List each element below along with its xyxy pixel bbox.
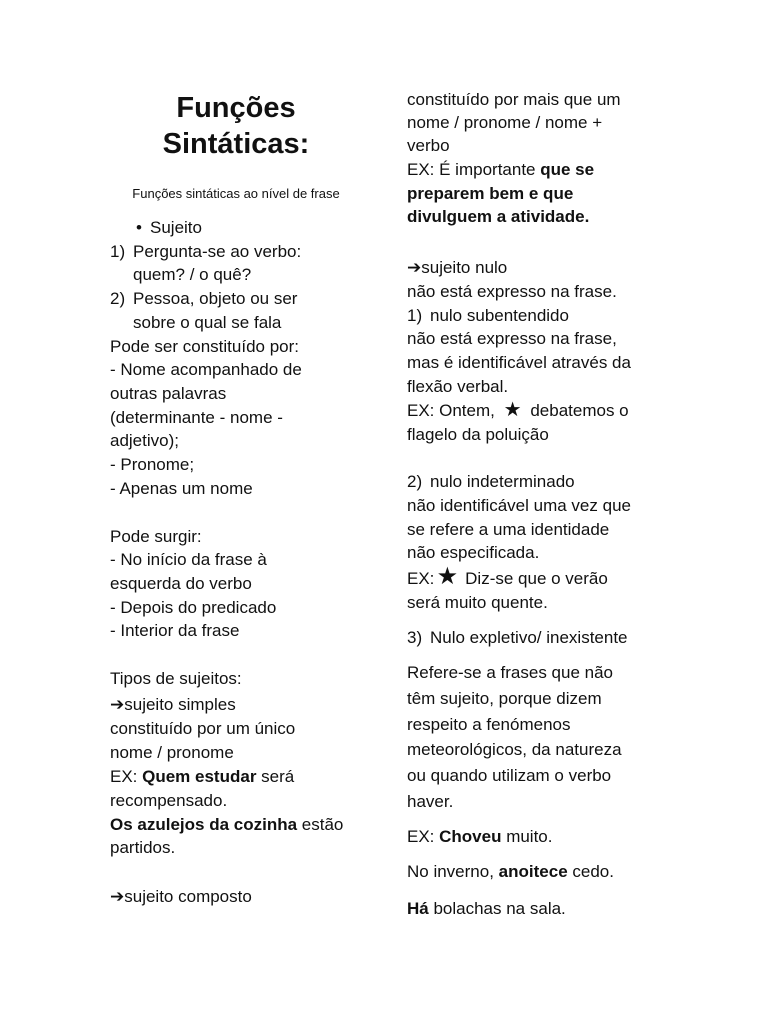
- page-title: [110, 90, 362, 162]
- bold-text: Os azulejos da cozinha: [110, 815, 298, 834]
- text-line: constituído por um único: [110, 719, 296, 738]
- text-line: meteorológicos, da natureza: [407, 740, 622, 759]
- numbered-item-1: [407, 304, 569, 328]
- page-subtitle: Funções sintáticas ao nível de frase: [132, 186, 340, 201]
- bold-text: que se: [540, 160, 595, 179]
- heading-text: sujeito simples: [124, 695, 236, 714]
- bold-line: preparem bem e que: [407, 184, 574, 203]
- bold-text: Há: [407, 899, 429, 918]
- text-line: recompensado.: [110, 791, 228, 810]
- text-line: - Nome acompanhado de: [110, 360, 302, 379]
- numbered-item-1: [110, 240, 301, 264]
- text-line: não está expresso na frase.: [407, 282, 617, 301]
- bold-text: Choveu: [439, 827, 502, 846]
- text: cedo.: [567, 862, 614, 881]
- text: debatemos o: [530, 401, 629, 420]
- text: Diz-se que o verão: [465, 569, 608, 588]
- heading-text: sujeito composto: [124, 887, 252, 906]
- text-line: será muito quente.: [407, 593, 548, 612]
- bullet-sujeito: [128, 216, 202, 240]
- text-line: Tipos de sujeitos:: [110, 669, 242, 688]
- numbered-item-3: [407, 626, 628, 650]
- text: será: [256, 767, 295, 786]
- bold-text: anoitece: [498, 862, 568, 881]
- text-line: ou quando utilizam o verbo: [407, 766, 612, 785]
- text-line: - Apenas um nome: [110, 479, 253, 498]
- text-line: esquerda do verbo: [110, 574, 252, 593]
- arrow-icon: ➔: [110, 887, 125, 906]
- numbered-item-2: [110, 287, 297, 311]
- text-line: outras palavras: [110, 384, 227, 403]
- text-line: não identificável uma vez que: [407, 496, 631, 515]
- text-line: não especificada.: [407, 543, 540, 562]
- bullet-label: Sujeito: [150, 218, 202, 237]
- text: bolachas na sala.: [428, 899, 566, 918]
- item-number: 1): [407, 306, 423, 325]
- text-line: flagelo da poluição: [407, 425, 549, 444]
- item-text: Pergunta-se ao verbo:: [133, 242, 302, 261]
- text: EX:: [110, 767, 143, 786]
- title-line-1: Funções: [176, 92, 296, 124]
- text-line: nome / pronome / nome +: [407, 113, 603, 132]
- item-number: 2): [110, 289, 126, 308]
- title-line-2: Sintáticas:: [162, 128, 310, 160]
- star-icon: ★: [436, 563, 459, 590]
- text-line: verbo: [407, 136, 450, 155]
- star-icon: ★: [503, 399, 522, 421]
- example-line: [407, 897, 566, 921]
- text-line: - Pronome;: [110, 455, 195, 474]
- item-number: 3): [407, 628, 423, 647]
- text-line: haver.: [407, 792, 454, 811]
- item-text: Pessoa, objeto ou ser: [133, 289, 298, 308]
- sujeito-nulo-heading: [407, 256, 507, 280]
- text: EX:: [407, 569, 435, 588]
- text: EX: É importante: [407, 160, 541, 179]
- text-line: partidos.: [110, 838, 176, 857]
- text-line: - Interior da frase: [110, 621, 240, 640]
- example-line: [407, 158, 594, 182]
- item-text: nulo indeterminado: [430, 472, 575, 491]
- example-line: [407, 860, 614, 884]
- text-line: se refere a uma identidade: [407, 520, 610, 539]
- text-line: têm sujeito, porque dizem: [407, 689, 602, 708]
- example-line: [407, 399, 629, 423]
- text-line: mas é identificável através da: [407, 353, 631, 372]
- text-line: - No início da frase à: [110, 550, 267, 569]
- bold-text: Quem estudar: [142, 767, 257, 786]
- bold-line: divulguem a atividade.: [407, 207, 590, 226]
- item-text: Nulo expletivo/ inexistente: [430, 628, 628, 647]
- numbered-item-2-cont: sobre o qual se fala: [133, 313, 282, 332]
- text: No inverno,: [407, 862, 499, 881]
- bullet-icon: •: [136, 218, 142, 237]
- example-line: [407, 565, 608, 591]
- text: estão: [297, 815, 344, 834]
- text-line: Pode ser constituído por:: [110, 337, 300, 356]
- text-line: - Depois do predicado: [110, 598, 277, 617]
- numbered-item-1-cont: quem? / o quê?: [133, 265, 252, 284]
- text-line: flexão verbal.: [407, 377, 509, 396]
- text: muito.: [501, 827, 553, 846]
- text-line: constituído por mais que um: [407, 90, 621, 109]
- heading-text: sujeito nulo: [421, 258, 508, 277]
- text-line: (determinante - nome -: [110, 408, 283, 427]
- example-line: [110, 813, 343, 837]
- item-number: 1): [110, 242, 126, 261]
- arrow-icon: ➔: [407, 258, 422, 277]
- text-line: não está expresso na frase,: [407, 329, 617, 348]
- item-text: nulo subentendido: [430, 306, 569, 325]
- text-line: Refere-se a frases que não: [407, 663, 614, 682]
- text: EX:: [407, 827, 440, 846]
- sujeito-simples-heading: [110, 693, 236, 717]
- example-line: [110, 765, 294, 789]
- text: EX: Ontem,: [407, 401, 495, 420]
- text-line: respeito a fenómenos: [407, 715, 571, 734]
- text-line: nome / pronome: [110, 743, 234, 762]
- sujeito-composto-heading: [110, 885, 252, 909]
- arrow-icon: ➔: [110, 695, 125, 714]
- text-line: Pode surgir:: [110, 527, 202, 546]
- item-number: 2): [407, 472, 423, 491]
- numbered-item-2: [407, 470, 575, 494]
- text-line: adjetivo);: [110, 431, 179, 450]
- example-line: [407, 825, 553, 849]
